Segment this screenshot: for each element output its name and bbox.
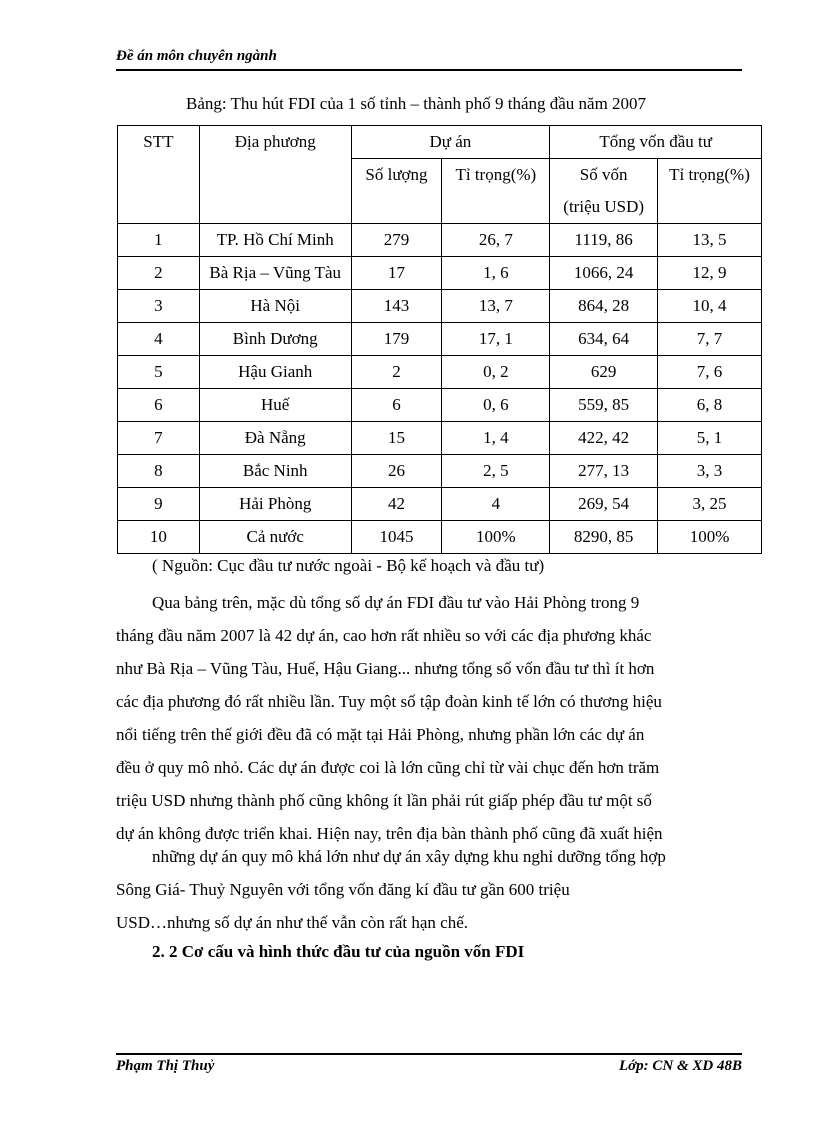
table-row: [118, 455, 762, 488]
cell-share-c: 13, 5: [658, 224, 762, 257]
table-row: [118, 422, 762, 455]
cell-location: Đà Nẵng: [199, 422, 351, 455]
footer-divider: [116, 1053, 742, 1055]
cell-stt: 4: [118, 323, 200, 356]
text-line: dự án không được triển khai. Hiện nay, trên địa bàn thành phố cũng đã xuất hiện: [116, 824, 663, 843]
cell-location: Hậu Gianh: [199, 356, 351, 389]
cell-capital: 629: [550, 356, 658, 389]
cell-count: 143: [351, 290, 442, 323]
cell-location: Bình Dương: [199, 323, 351, 356]
cell-count: 6: [351, 389, 442, 422]
cell-capital: 864, 28: [550, 290, 658, 323]
text-line: triệu USD nhưng thành phố cũng không ít lần phải rút giấp phép đầu tư một số: [116, 791, 652, 810]
header-share-capital: Tỉ trọng(%): [658, 159, 762, 224]
fdi-table: [117, 125, 762, 554]
cell-count: 179: [351, 323, 442, 356]
cell-count: 279: [351, 224, 442, 257]
cell-share-c: 6, 8: [658, 389, 762, 422]
header-location: Địa phương: [199, 126, 351, 224]
cell-capital: 422, 42: [550, 422, 658, 455]
cell-capital: 1066, 24: [550, 257, 658, 290]
cell-capital: 269, 54: [550, 488, 658, 521]
text-line: tháng đầu năm 2007 là 42 dự án, cao hơn rất nhiều so với các địa phương khác: [116, 626, 652, 645]
cell-share-p: 100%: [442, 521, 550, 554]
table-header-row: [118, 126, 762, 159]
text-line: đều ở quy mô nhỏ. Các dự án được coi là lớn cũng chỉ từ vài chục đến hơn trăm: [116, 758, 660, 777]
cell-share-p: 0, 2: [442, 356, 550, 389]
cell-share-p: 26, 7: [442, 224, 550, 257]
header-capital: Tổng vốn đầu tư: [550, 126, 762, 159]
cell-location: Cả nước: [199, 521, 351, 554]
table-caption: Bảng: Thu hút FDI của 1 số tỉnh – thành phố 9 tháng đầu năm 2007: [186, 94, 647, 113]
cell-location: Hà Nội: [199, 290, 351, 323]
cell-share-p: 17, 1: [442, 323, 550, 356]
cell-count: 15: [351, 422, 442, 455]
cell-location: Hải Phòng: [199, 488, 351, 521]
cell-stt: 7: [118, 422, 200, 455]
table-row: [118, 257, 762, 290]
cell-count: 42: [351, 488, 442, 521]
cell-share-p: 4: [442, 488, 550, 521]
cell-stt: 8: [118, 455, 200, 488]
section-heading: 2. 2 Cơ cấu và hình thức đầu tư của nguồn vốn FDI: [152, 942, 525, 961]
header-capital-amount: Số vốn: [550, 159, 658, 192]
cell-share-c: 7, 6: [658, 356, 762, 389]
cell-count: 26: [351, 455, 442, 488]
cell-stt: 9: [118, 488, 200, 521]
cell-share-c: 5, 1: [658, 422, 762, 455]
table-row: [118, 356, 762, 389]
header-divider: [116, 69, 742, 71]
text-line: Qua bảng trên, mặc dù tổng số dự án FDI đầu tư vào Hải Phòng trong 9: [152, 593, 640, 612]
cell-share-c: 12, 9: [658, 257, 762, 290]
cell-stt: 6: [118, 389, 200, 422]
text-line: như Bà Rịa – Vũng Tàu, Huế, Hậu Giang... nhưng tổng số vốn đầu tư thì ít hơn: [116, 659, 655, 678]
text-line: các địa phương đó rất nhiều lần. Tuy một số tập đoàn kinh tế lớn có thương hiệu: [116, 692, 662, 711]
text-line: USD…nhưng số dự án như thế vẫn còn rất hạn chế.: [116, 913, 468, 932]
cell-capital: 277, 13: [550, 455, 658, 488]
cell-share-c: 3, 3: [658, 455, 762, 488]
text-line: Sông Giá- Thuỷ Nguyên với tổng vốn đăng kí đầu tư gần 600 triệu: [116, 880, 570, 899]
cell-location: TP. Hồ Chí Minh: [199, 224, 351, 257]
header-projects: Dự án: [351, 126, 550, 159]
table-row: [118, 389, 762, 422]
table-row: [118, 224, 762, 257]
cell-capital: 1119, 86: [550, 224, 658, 257]
cell-stt: 3: [118, 290, 200, 323]
cell-stt: 1: [118, 224, 200, 257]
cell-stt: 5: [118, 356, 200, 389]
cell-share-p: 2, 5: [442, 455, 550, 488]
footer-author: Phạm Thị Thuỷ: [116, 1058, 215, 1074]
cell-count: 17: [351, 257, 442, 290]
cell-capital: 8290, 85: [550, 521, 658, 554]
paragraph-2: [116, 840, 742, 939]
cell-share-c: 100%: [658, 521, 762, 554]
cell-count: 2: [351, 356, 442, 389]
table-row: [118, 488, 762, 521]
cell-share-p: 1, 4: [442, 422, 550, 455]
cell-share-c: 10, 4: [658, 290, 762, 323]
table-row: [118, 521, 762, 554]
header-stt: STT: [118, 126, 200, 224]
cell-count: 1045: [351, 521, 442, 554]
cell-capital: 559, 85: [550, 389, 658, 422]
paragraph-1: [116, 586, 742, 850]
text-line: nổi tiếng trên thế giới đều đã có mặt tại Hải Phòng, nhưng phần lớn các dự án: [116, 725, 645, 744]
footer-class: Lớp: CN & XD 48B: [618, 1058, 742, 1074]
cell-share-c: 7, 7: [658, 323, 762, 356]
cell-share-p: 1, 6: [442, 257, 550, 290]
cell-location: Bắc Ninh: [199, 455, 351, 488]
cell-capital: 634, 64: [550, 323, 658, 356]
cell-share-p: 13, 7: [442, 290, 550, 323]
page-header-title: Đề án môn chuyên ngành: [116, 48, 277, 64]
header-capital-unit: (triệu USD): [550, 191, 658, 224]
table-row: [118, 290, 762, 323]
table-row: [118, 323, 762, 356]
table-source-note: ( Nguồn: Cục đầu tư nước ngoài - Bộ kế hoạch và đầu tư): [152, 556, 545, 575]
cell-stt: 10: [118, 521, 200, 554]
cell-stt: 2: [118, 257, 200, 290]
cell-location: Bà Rịa – Vũng Tàu: [199, 257, 351, 290]
header-share-projects: Tỉ trọng(%): [442, 159, 550, 224]
text-line: những dự án quy mô khá lớn như dự án xây dựng khu nghỉ dưỡng tổng hợp: [152, 847, 666, 866]
cell-share-p: 0, 6: [442, 389, 550, 422]
header-count: Số lượng: [351, 159, 442, 224]
cell-location: Huế: [199, 389, 351, 422]
cell-share-c: 3, 25: [658, 488, 762, 521]
